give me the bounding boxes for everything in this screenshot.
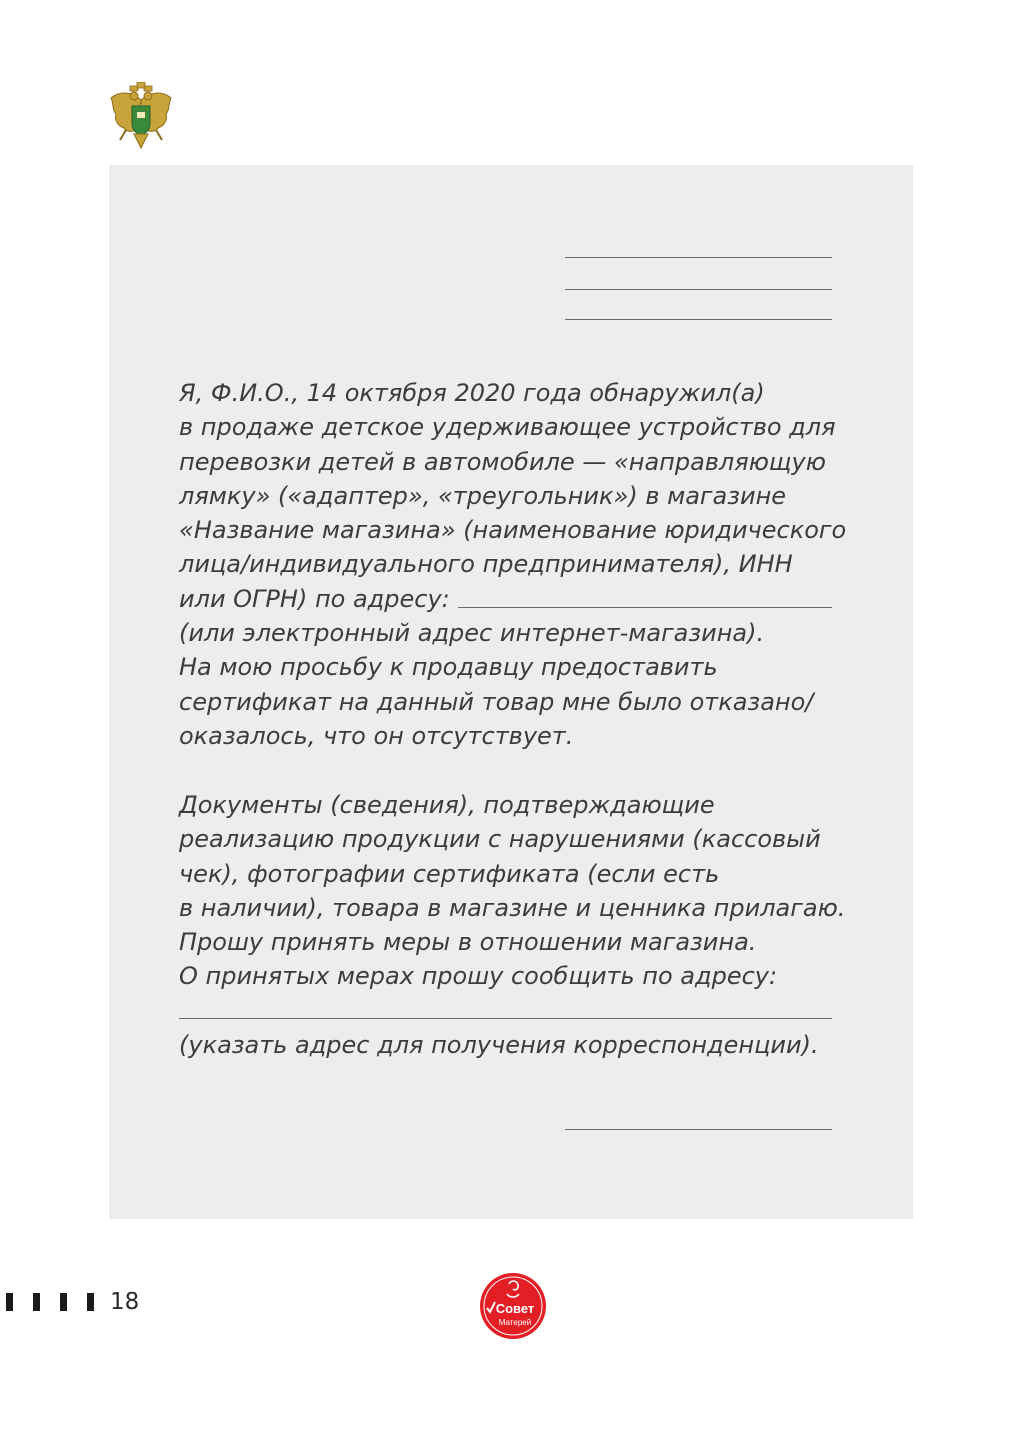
complaint-paragraph-1: Я, Ф.И.О., 14 октября 2020 года обнаружил(а) в продаже детское удерживающее устройство для перевозки детей в автомобиле — «направляющую лямку» («адаптер», «треугольник») в магазине «Название магазина» (наименование юридического лица/индивидуального предпринимателя), ИНН или ОГРН) по адресу: (или электронный адрес интернет-магазина). На мою просьбу к продавцу предоставить сертификат на данный товар мне было отказано/ оказалось, что он отсутствует. — [179, 379, 847, 750]
complaint-paragraph-2: Документы (сведения), подтверждающие реализацию продукции с нарушениями (кассовый чек), фотографии сертификата (если есть в наличии), товара в магазине и ценника прилагаю. Прошу принять меры в отношении магазина. О принятых мерах прошу сообщить по адресу: — [179, 791, 846, 991]
signature-line — [565, 1129, 832, 1130]
logo-text-line1: Совет — [495, 1301, 535, 1316]
recipient-line-1 — [565, 257, 832, 258]
recipient-line-2 — [565, 289, 832, 290]
recipient-line-3 — [565, 319, 832, 320]
page-number: 18 — [110, 1289, 140, 1315]
logo-text-line2: Матерей — [498, 1318, 532, 1327]
reply-address-line — [179, 1018, 832, 1019]
sovet-materey-logo-icon — [479, 1272, 547, 1340]
complaint-paragraph-3: (указать адрес для получения корреспонденции). — [179, 1031, 819, 1059]
address-blank-line — [458, 607, 832, 608]
coat-of-arms-icon — [108, 82, 174, 152]
